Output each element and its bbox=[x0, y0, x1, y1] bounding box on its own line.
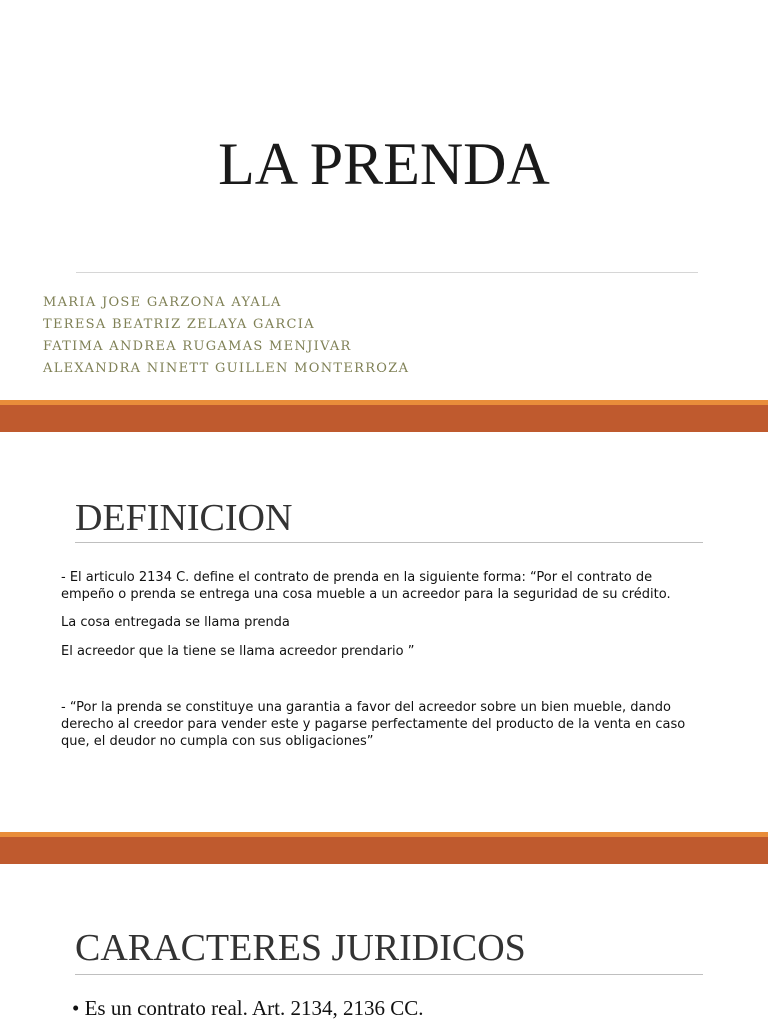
slide-caracteres-juridicos bbox=[0, 864, 768, 1024]
separator-main-stripe bbox=[0, 405, 768, 432]
bullet-item: • Es un contrato real. Art. 2134, 2136 CC. bbox=[72, 996, 424, 1020]
definition-paragraph: - El articulo 2134 C. define el contrato de prenda en la siguiente forma: “Por el contrato de empeño o prenda se entrega una cosa mueble a un acreedor para la seguridad de su crédito. bbox=[61, 570, 671, 602]
definition-paragraph: La cosa entregada se llama prenda bbox=[61, 615, 290, 630]
author-name: FATIMA ANDREA RUGAMAS MENJIVAR bbox=[43, 339, 352, 354]
section-divider bbox=[75, 542, 703, 543]
author-name: TERESA BEATRIZ ZELAYA GARCIA bbox=[43, 317, 315, 332]
slide-separator bbox=[0, 400, 768, 432]
author-name: ALEXANDRA NINETT GUILLEN MONTERROZA bbox=[43, 361, 410, 376]
slide-definicion bbox=[0, 432, 768, 832]
author-list bbox=[43, 292, 409, 380]
definition-paragraph: El acreedor que la tiene se llama acreedor prendario ” bbox=[61, 644, 415, 659]
separator-main-stripe bbox=[0, 837, 768, 864]
section-title: CARACTERES JURIDICOS bbox=[75, 927, 526, 969]
slide-title bbox=[0, 0, 768, 400]
presentation-title: LA PRENDA bbox=[218, 131, 550, 197]
definition-paragraph: - “Por la prenda se constituye una garantia a favor del acreedor sobre un bien mueble, dando derecho al creedor para vender este y pagarse perfectamente del producto de la venta en caso que, el deudor no cumpla con sus obligaciones” bbox=[61, 700, 686, 749]
slide-separator bbox=[0, 832, 768, 864]
section-title: DEFINICION bbox=[75, 497, 293, 539]
author-name: MARIA JOSE GARZONA AYALA bbox=[43, 295, 282, 310]
section-divider bbox=[75, 974, 703, 975]
title-divider bbox=[76, 272, 698, 273]
